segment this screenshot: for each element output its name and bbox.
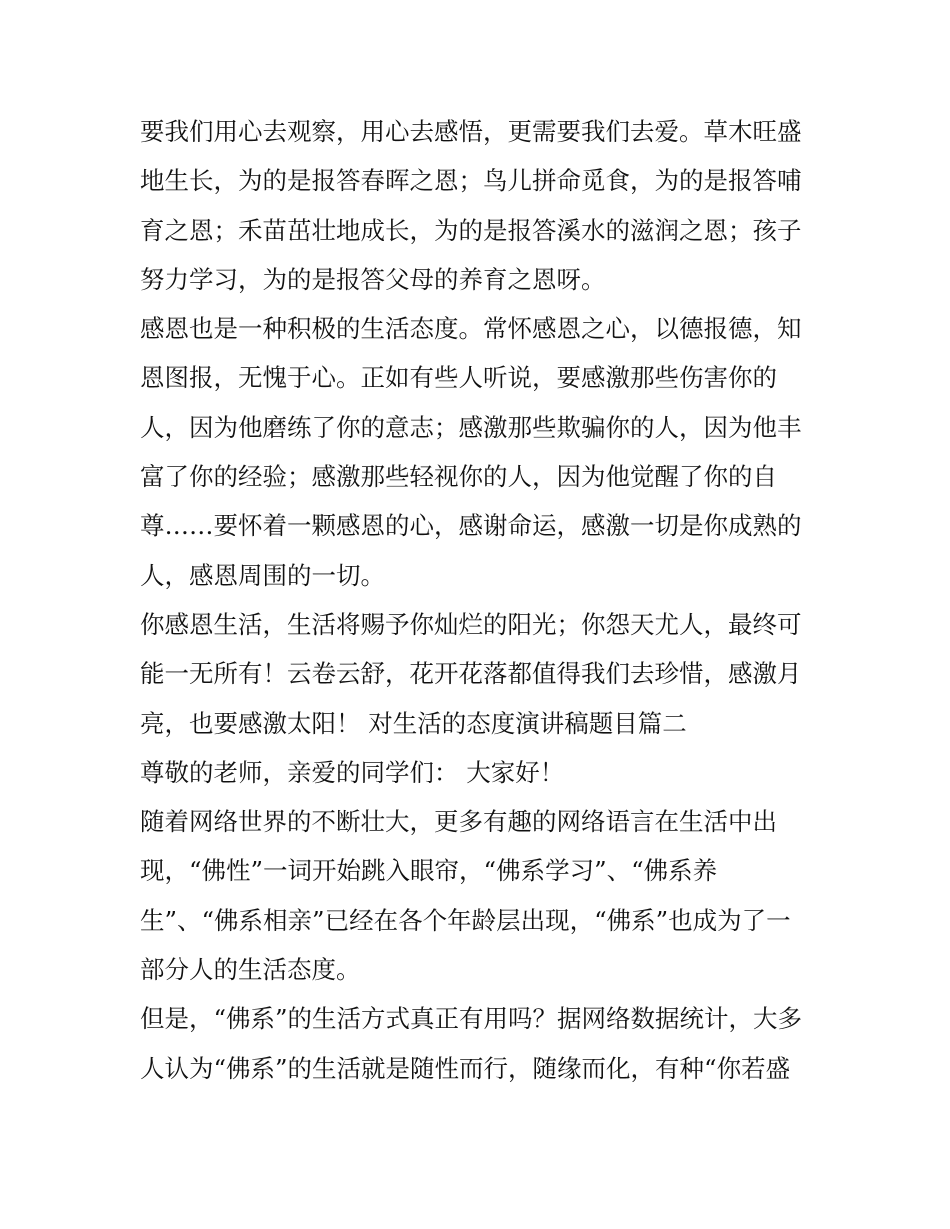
text-line: 人，感恩周围的一切。 — [140, 560, 385, 590]
text-line: 随着网络世界的不断壮大，更多有趣的网络语言在生活中出 — [140, 807, 777, 837]
text-line: 人，因为他磨练了你的意志；感激那些欺骗你的人，因为他丰 — [140, 412, 802, 442]
text-line: 地生长，为的是报答春晖之恩；鸟儿拼命觅食，为的是报答哺 — [140, 166, 802, 196]
text-line: 部分人的生活态度。 — [140, 955, 361, 985]
text-line: 尊敬的老师，亲爱的同学们： 大家好！ — [140, 757, 565, 787]
text-line: 亮，也要感激太阳！ 对生活的态度演讲稿题目篇二 — [140, 708, 687, 738]
text-line: 尊……要怀着一颗感恩的心，感谢命运，感激一切是你成熟的 — [140, 511, 802, 541]
text-line: 人认为“佛系”的生活就是随性而行，随缘而化，有种“你若盛 — [140, 1053, 791, 1083]
text-line: 生”、“佛系相亲”已经在各个年龄层出现，“佛系”也成为了一 — [140, 905, 791, 935]
body-text — [140, 107, 820, 1093]
text-line: 感恩也是一种积极的生活态度。常怀感恩之心，以德报德，知 — [140, 314, 802, 344]
text-line: 努力学习，为的是报答父母的养育之恩呀。 — [140, 264, 606, 294]
text-line: 现，“佛性”一词开始跳入眼帘，“佛系学习”、“佛系养 — [140, 856, 718, 886]
text-line: 要我们用心去观察，用心去感悟，更需要我们去爱。草木旺盛 — [140, 117, 802, 146]
text-line: 你感恩生活，生活将赐予你灿烂的阳光；你怨天尤人，最终可 — [140, 609, 802, 639]
text-line: 但是，“佛系”的生活方式真正有用吗？据网络数据统计，大多 — [140, 1004, 803, 1034]
text-line: 恩图报，无愧于心。正如有些人听说，要感激那些伤害你的 — [140, 363, 777, 393]
text-line: 能一无所有！云卷云舒，花开花落都值得我们去珍惜，感激月 — [140, 659, 802, 689]
text-line: 育之恩；禾苗茁壮地成长，为的是报答溪水的滋润之恩；孩子 — [140, 215, 802, 245]
text-line: 富了你的经验；感激那些轻视你的人，因为他觉醒了你的自 — [140, 462, 777, 492]
